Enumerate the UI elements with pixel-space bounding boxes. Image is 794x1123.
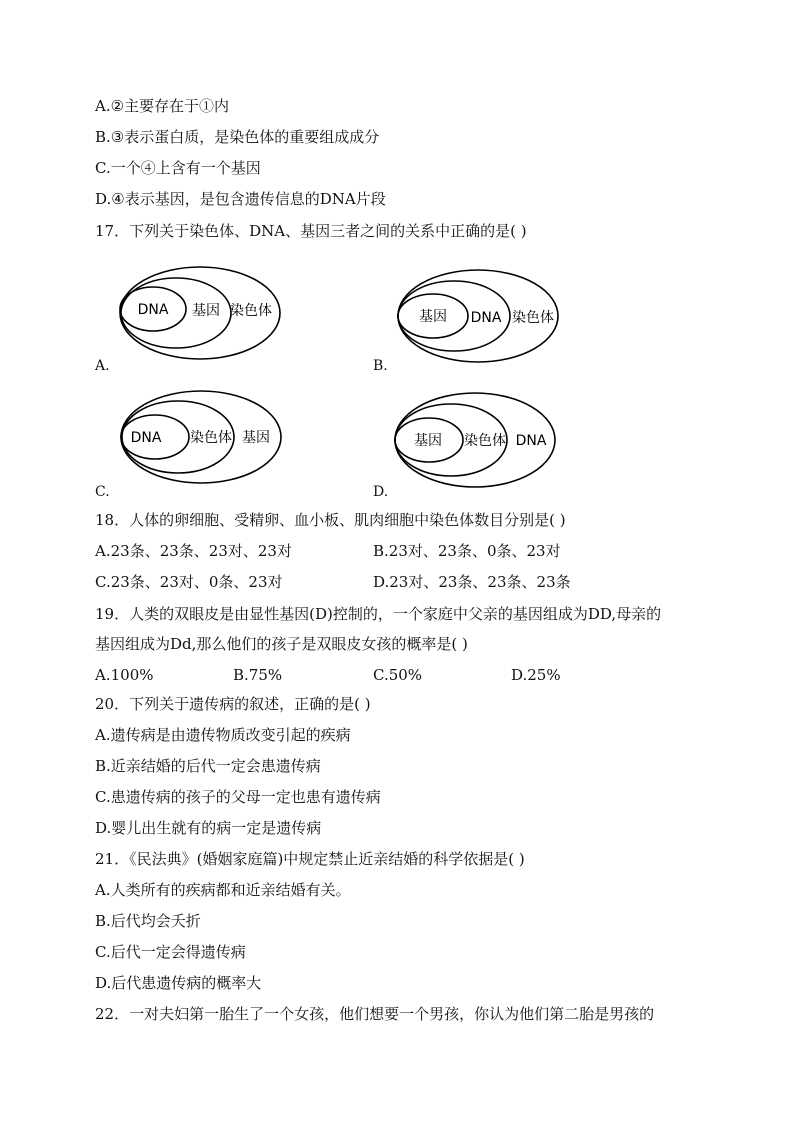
q16-option-c: C.一个④上含有一个基因	[95, 159, 261, 177]
q18-option-b: B.23对、23条、0条、23对	[373, 542, 561, 560]
outer-label: 染色体	[230, 303, 272, 319]
inner-label: DNA	[130, 430, 162, 446]
q17-figure-c-letter: C.	[95, 484, 110, 500]
middle-label: 染色体	[190, 430, 232, 446]
q18-option-d: D.23对、23条、23条、23条	[373, 573, 571, 591]
q21-stem: 21．《民法典》(婚姻家庭篇)中规定禁止近亲结婚的科学依据是( )	[95, 850, 525, 868]
q20-option-d: D.婴儿出生就有的病一定是遗传病	[95, 819, 322, 837]
q21-option-c: C.后代一定会得遗传病	[95, 943, 246, 961]
q19-stem-line2: 基因组成为Dd,那么他们的孩子是双眼皮女孩的概率是( )	[95, 635, 468, 653]
q18-stem: 18．人体的卵细胞、受精卵、血小板、肌肉细胞中染色体数目分别是( )	[95, 511, 566, 529]
q22-stem: 22．一对夫妇第一胎生了一个女孩，他们想要一个男孩，你认为他们第二胎是男孩的	[95, 1005, 655, 1023]
q19-option-a: A.100%	[95, 666, 154, 684]
middle-label: 染色体	[464, 433, 506, 449]
outer-label: DNA	[515, 433, 547, 449]
q17-stem: 17．下列关于染色体、DNA、基因三者之间的关系中正确的是( )	[95, 222, 527, 240]
outer-label: 染色体	[512, 310, 554, 326]
inner-label: 基因	[414, 433, 442, 449]
q17-figure-a-letter: A.	[95, 358, 110, 374]
q19-option-b: B.75%	[233, 666, 283, 684]
inner-label: 基因	[419, 309, 447, 325]
q17-diagram-d	[391, 390, 561, 492]
q16-option-a: A.②主要存在于①内	[95, 97, 230, 115]
outer-label: 基因	[242, 430, 270, 446]
q20-option-c: C.患遗传病的孩子的父母一定也患有遗传病	[95, 788, 381, 806]
q19-option-c: C.50%	[373, 666, 423, 684]
q21-option-b: B.后代均会夭折	[95, 912, 201, 930]
q16-option-b: B.③表示蛋白质，是染色体的重要组成成分	[95, 128, 380, 146]
q18-option-a: A.23条、23条、23对、23对	[95, 542, 292, 560]
inner-label: DNA	[137, 302, 169, 318]
q21-option-a: A.人类所有的疾病都和近亲结婚有关。	[95, 881, 351, 899]
middle-label: DNA	[470, 310, 502, 326]
q17-figure-d-letter: D.	[373, 484, 389, 500]
q17-figure-b-letter: B.	[373, 358, 388, 374]
q19-option-d: D.25%	[511, 666, 561, 684]
q17-diagram-a	[117, 264, 287, 364]
q20-option-a: A.遗传病是由遗传物质改变引起的疾病	[95, 726, 351, 744]
q21-option-d: D.后代患遗传病的概率大	[95, 974, 262, 992]
q18-option-c: C.23条、23对、0条、23对	[95, 573, 283, 591]
q17-diagram-c	[117, 387, 287, 489]
q20-stem: 20．下列关于遗传病的叙述，正确的是( )	[95, 695, 371, 713]
q19-stem-line1: 19．人类的双眼皮是由显性基因(D)控制的，一个家庭中父亲的基因组成为DD,母亲的	[95, 605, 662, 623]
middle-label: 基因	[192, 303, 220, 319]
q17-diagram-b	[393, 266, 563, 368]
q16-option-d: D.④表示基因，是包含遗传信息的DNA片段	[95, 190, 386, 208]
q20-option-b: B.近亲结婚的后代一定会患遗传病	[95, 757, 321, 775]
